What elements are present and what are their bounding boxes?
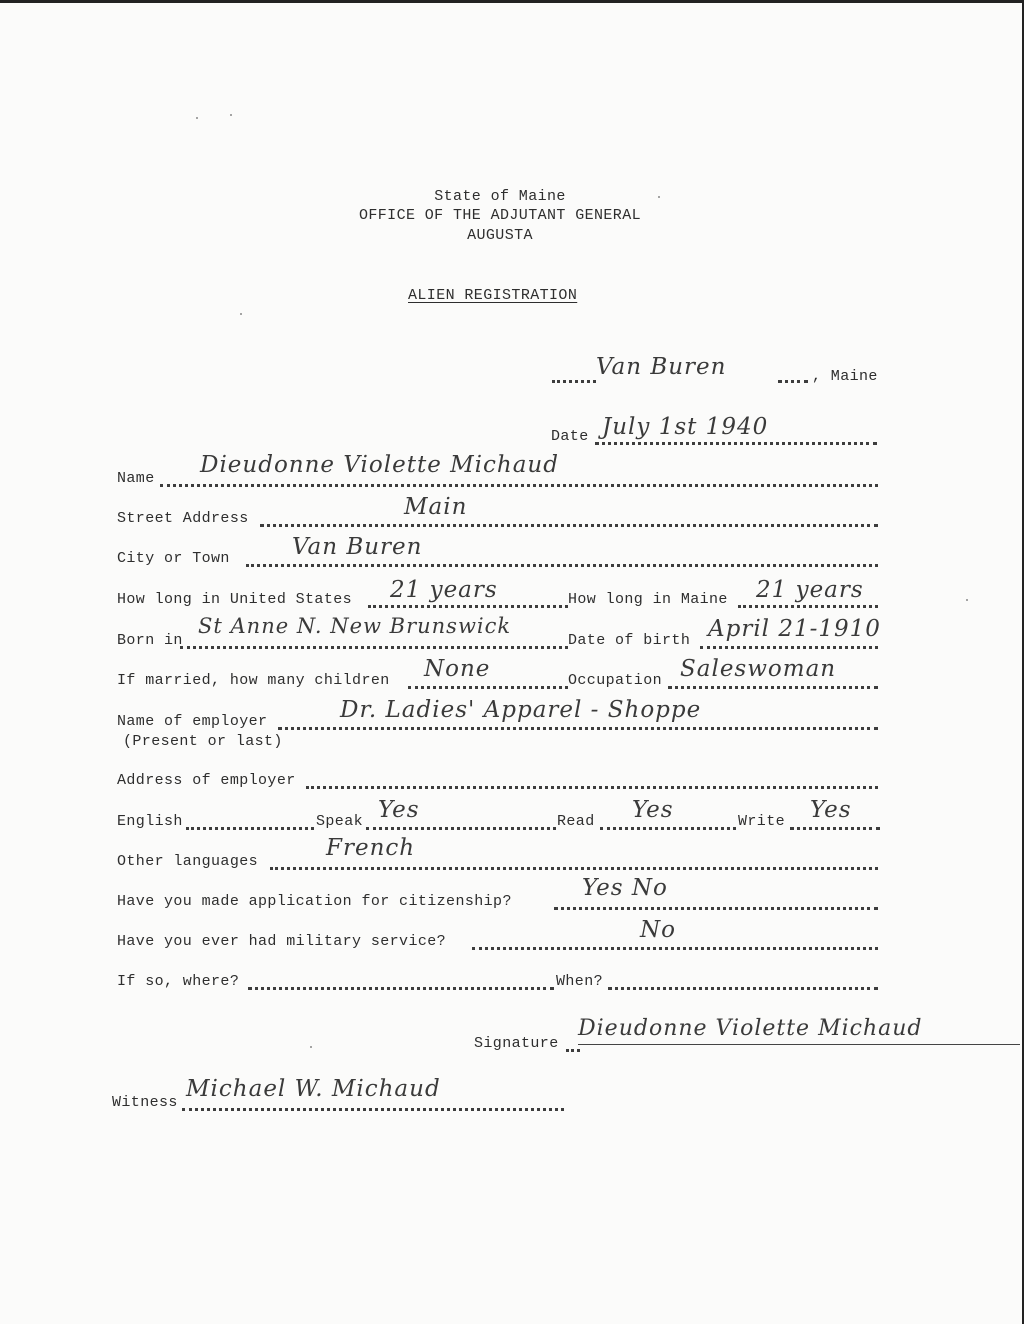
other-languages-label: Other languages [117, 853, 259, 870]
place-state-label: , Maine [812, 368, 878, 385]
occupation-value: Saleswoman [680, 656, 837, 682]
if-so-where-label: If so, where? [117, 973, 240, 990]
english-read-value: Yes [632, 797, 674, 823]
dot-leader [366, 827, 556, 830]
how-long-maine-label: How long in Maine [568, 591, 728, 608]
dot-leader [738, 605, 878, 608]
dot-leader [306, 786, 878, 789]
dot-leader [260, 524, 878, 527]
city-value: Van Buren [292, 534, 423, 560]
street-address-label: Street Address [117, 510, 249, 527]
employer-address-label: Address of employer [117, 772, 296, 789]
how-long-us-value: 21 years [390, 577, 498, 603]
date-of-birth-label: Date of birth [568, 632, 691, 649]
dot-leader [368, 605, 568, 608]
dot-leader [566, 1049, 580, 1052]
children-label: If married, how many children [117, 672, 390, 689]
dot-leader [790, 827, 880, 830]
citizenship-value: Yes No [582, 875, 668, 901]
english-label: English [117, 813, 183, 830]
dot-leader [278, 727, 878, 730]
children-value: None [424, 656, 491, 682]
signature-label: Signature [474, 1035, 559, 1052]
signature-line [578, 1044, 1020, 1045]
other-languages-value: French [326, 835, 416, 861]
dot-leader [472, 947, 878, 950]
scan-speck [240, 313, 242, 315]
dot-leader [778, 380, 808, 383]
date-label: Date [551, 428, 589, 445]
english-write-label: Write [738, 813, 786, 830]
place-town-value: Van Buren [596, 354, 727, 380]
born-in-label: Born in [117, 632, 183, 649]
dot-leader [700, 646, 878, 649]
employer-label: Name of employer [117, 713, 268, 730]
dot-leader [180, 646, 568, 649]
dot-leader [186, 827, 314, 830]
name-value: Dieudonne Violette Michaud [200, 452, 559, 478]
witness-label: Witness [112, 1094, 178, 1111]
header-city: AUGUSTA [467, 227, 533, 244]
military-value: No [640, 917, 676, 943]
header-state: State of Maine [434, 188, 566, 205]
dot-leader [554, 907, 878, 910]
dot-leader [270, 867, 878, 870]
employer-value: Dr. Ladies' Apparel - Shoppe [340, 697, 702, 723]
form-title: ALIEN REGISTRATION [408, 287, 578, 304]
dot-leader [246, 564, 878, 567]
dot-leader [600, 827, 736, 830]
occupation-label: Occupation [568, 672, 663, 689]
dot-leader [608, 987, 878, 990]
scan-speck [230, 114, 232, 116]
scan-speck [310, 1046, 312, 1048]
dot-leader [552, 380, 596, 383]
how-long-maine-value: 21 years [756, 577, 864, 603]
scan-speck [966, 599, 968, 601]
street-address-value: Main [404, 494, 468, 520]
english-write-value: Yes [810, 797, 852, 823]
english-speak-value: Yes [378, 797, 420, 823]
date-value: July 1st 1940 [602, 414, 769, 440]
scan-speck [196, 117, 198, 119]
name-label: Name [117, 470, 155, 487]
header-office: OFFICE OF THE ADJUTANT GENERAL [358, 207, 642, 224]
born-in-value: St Anne N. New Brunswick [198, 614, 512, 638]
witness-value: Michael W. Michaud [186, 1076, 441, 1102]
citizenship-label: Have you made application for citizenship? [117, 893, 512, 910]
dot-leader [668, 686, 878, 689]
military-label: Have you ever had military service? [117, 933, 447, 950]
signature-value: Dieudonne Violette Michaud [578, 1016, 923, 1041]
city-label: City or Town [117, 550, 230, 567]
dot-leader [248, 987, 554, 990]
when-label: When? [556, 973, 604, 990]
english-speak-label: Speak [316, 813, 364, 830]
how-long-us-label: How long in United States [117, 591, 353, 608]
dot-leader [182, 1108, 564, 1111]
dot-leader [408, 686, 568, 689]
employer-sublabel: (Present or last) [123, 733, 283, 750]
dot-leader [595, 442, 877, 445]
english-read-label: Read [557, 813, 595, 830]
dot-leader [160, 484, 878, 487]
scan-edge-top [0, 0, 1024, 3]
date-of-birth-value: April 21-1910 [708, 616, 881, 642]
